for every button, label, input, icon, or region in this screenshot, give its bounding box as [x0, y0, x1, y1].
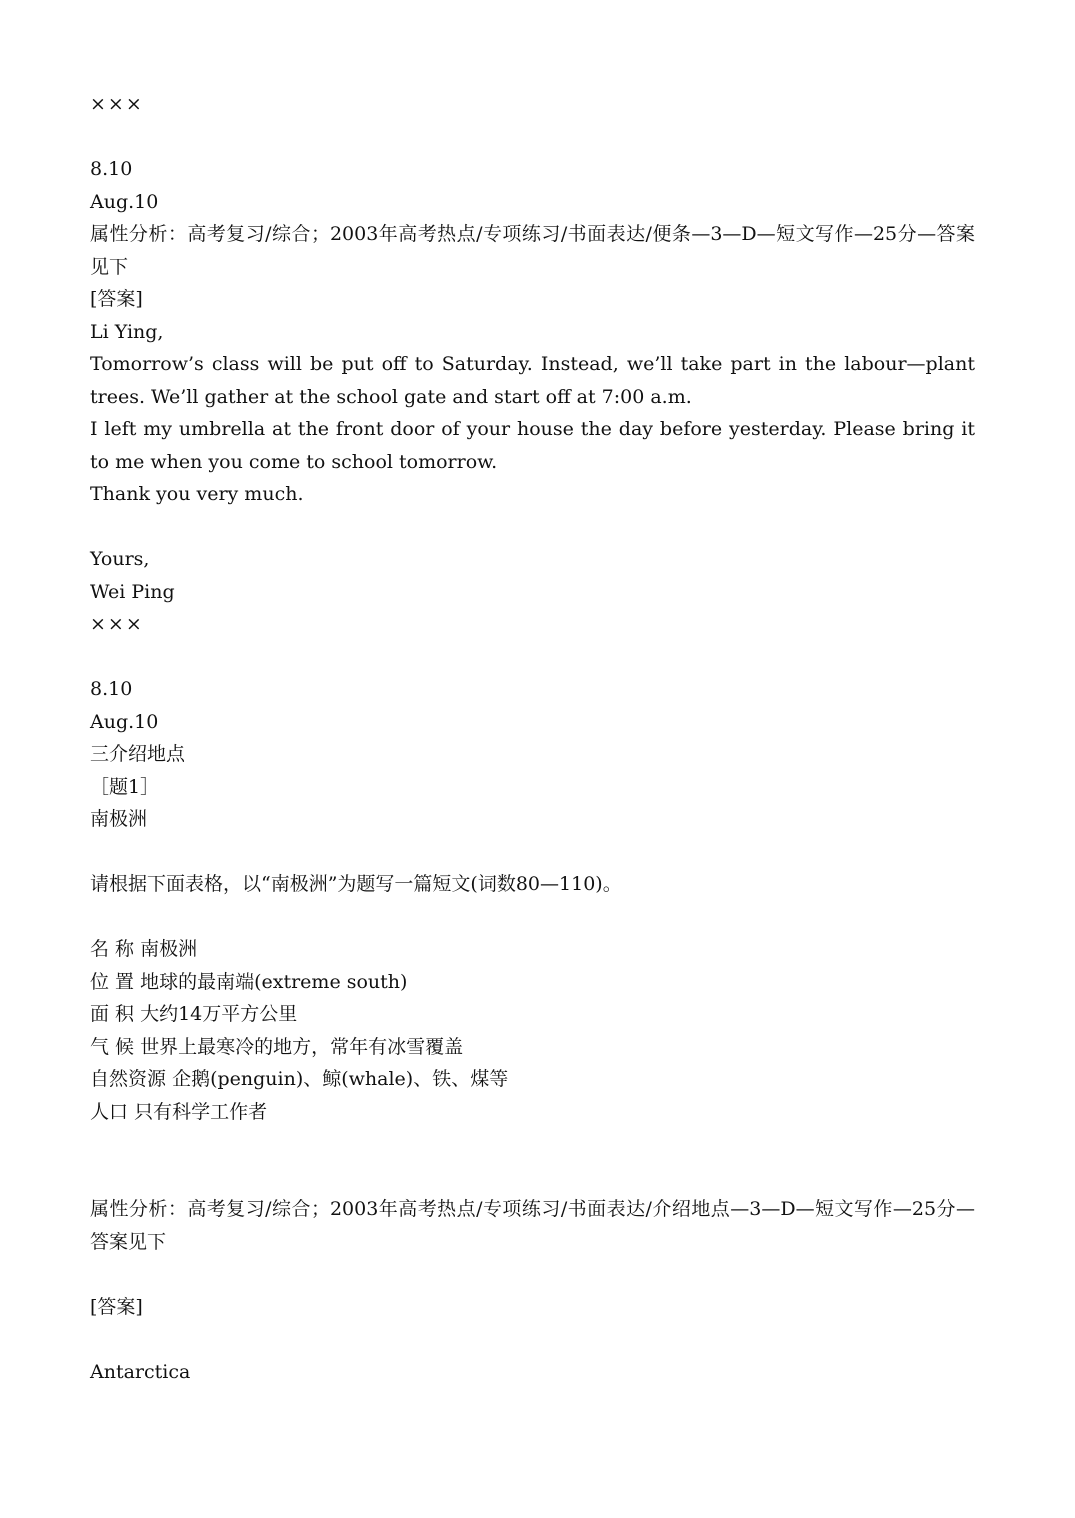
row-label: 位 置	[90, 970, 135, 993]
note-greeting: Li Ying,	[90, 320, 164, 343]
date-number: 8.10	[90, 678, 133, 700]
date-text: Aug.10	[90, 190, 159, 213]
row-value: 地球的最南端(extreme south)	[140, 970, 408, 993]
signature-mark: ×××	[90, 93, 144, 115]
note-paragraph-3: Thank you very much.	[90, 483, 304, 505]
date-text: Aug.10	[90, 710, 159, 733]
table-row	[90, 933, 975, 966]
note-signer: Wei Ping	[90, 580, 175, 603]
row-value: 南极洲	[140, 938, 198, 960]
row-label: 名 称	[90, 938, 135, 960]
table-row	[90, 1063, 975, 1096]
note-closing: Yours,	[90, 548, 150, 570]
note-analysis: 属性分析：高考复习/综合；2003年高考热点/专项练习/书面表达/便条—3—D—短文写作—25分—答案见下	[90, 223, 975, 278]
spacer	[90, 121, 975, 154]
spacer	[90, 1128, 975, 1161]
row-value: 世界上最寒冷的地方，常年有冰雪覆盖	[140, 1035, 464, 1058]
info-table	[90, 933, 975, 1128]
row-label: 面 积	[90, 1003, 135, 1025]
signature-mark: ×××	[90, 613, 144, 635]
spacer	[90, 1161, 975, 1194]
spacer	[90, 836, 975, 869]
spacer	[90, 1258, 975, 1291]
note-paragraph-1: Tomorrow’s class will be put off to Saturday. Instead, we’ll take part in the labour—plant trees. We’ll gather at the school gate and start off at 7:00 a.m.	[90, 353, 975, 408]
spacer	[90, 1323, 975, 1356]
answer-title: Antarctica	[90, 1360, 191, 1383]
row-label: 气 候	[90, 1035, 135, 1058]
row-value: 只有科学工作者	[134, 1100, 268, 1123]
table-row	[90, 966, 975, 999]
date-number: 8.10	[90, 158, 133, 180]
answer-label: [答案]	[90, 1295, 143, 1318]
row-label: 人口	[90, 1100, 129, 1123]
section-title: 三介绍地点	[90, 743, 186, 765]
table-row	[90, 1031, 975, 1064]
spacer	[90, 511, 975, 544]
note-paragraph-2: I left my umbrella at the front door of your house the day before yesterday. Please bring it to me when you come to school tomorrow.	[90, 418, 975, 473]
table-row	[90, 998, 975, 1031]
instruction: 请根据下面表格，以“南极洲”为题写一篇短文(词数80—110)。	[90, 873, 622, 895]
question-label: ［题1］	[90, 775, 160, 798]
spacer	[90, 641, 975, 674]
row-label: 自然资源	[90, 1068, 167, 1090]
table-row	[90, 1096, 975, 1129]
spacer	[90, 901, 975, 934]
row-value: 企鹅(penguin)、鲸(whale)、铁、煤等	[172, 1068, 509, 1090]
place-analysis: 属性分析：高考复习/综合；2003年高考热点/专项练习/书面表达/介绍地点—3—D—短文写作—25分—答案见下	[90, 1198, 975, 1253]
row-value: 大约14万平方公里	[140, 1003, 298, 1025]
answer-label: [答案]	[90, 288, 143, 310]
question-title: 南极洲	[90, 808, 148, 830]
document-page	[90, 88, 975, 1388]
